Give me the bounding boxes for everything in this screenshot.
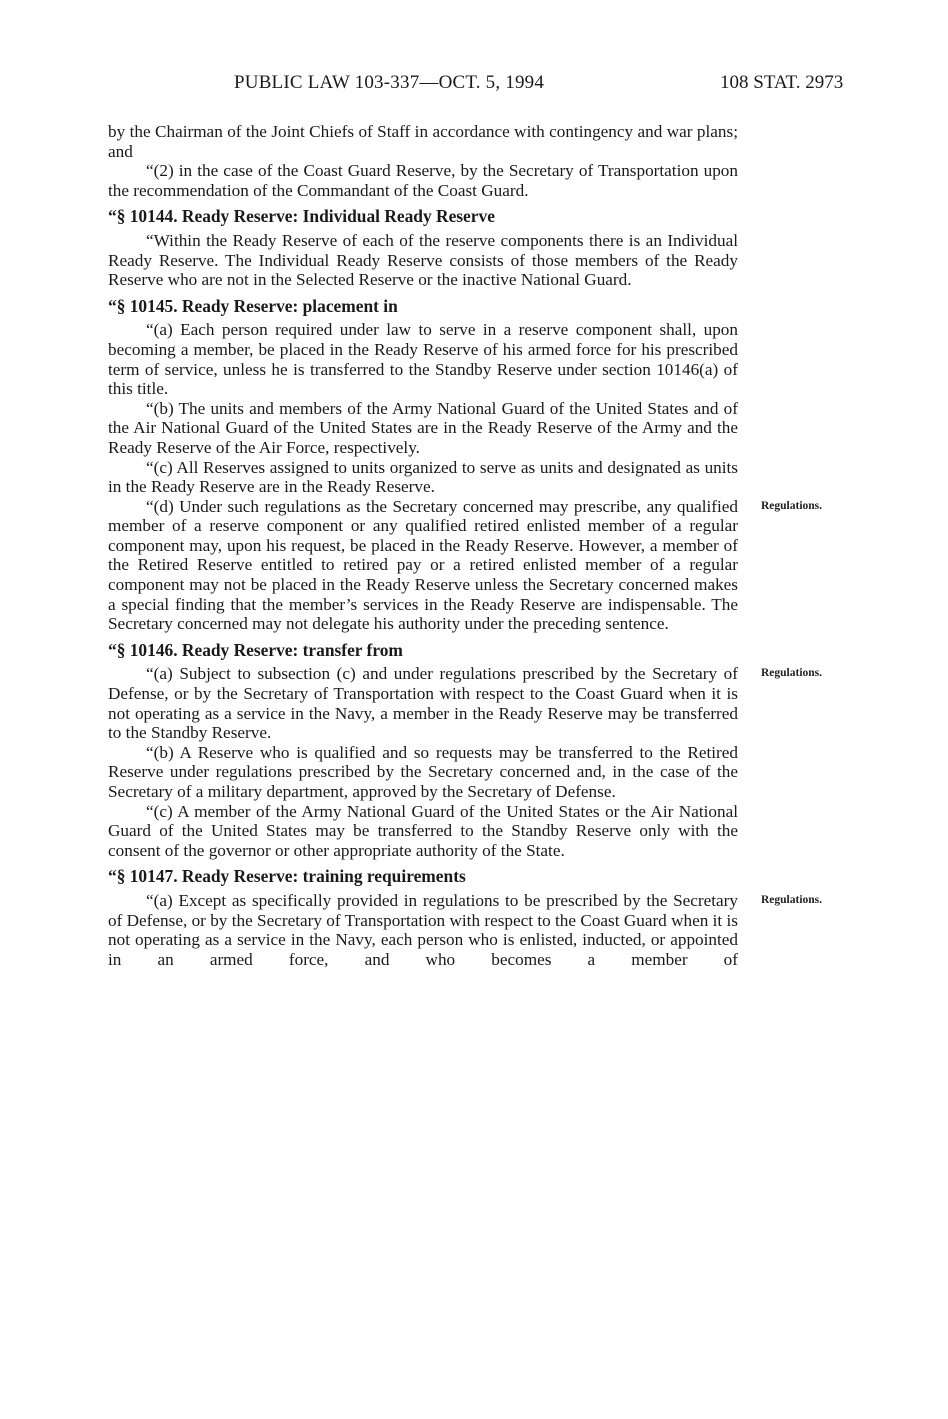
section-10147-heading: “§ 10147. Ready Reserve: training requirements (108, 866, 466, 887)
section-10146-a: “(a) Subject to subsection (c) and under regulations prescribed by the Secretary of Defense, or by the Secretary of Transportation with respect to the Coast Guard when it is not operating as a service in the Navy, a member in the Ready Reserve may be transferred to the Standby Reserve. (108, 664, 738, 743)
section-10145-c: “(c) All Reserves assigned to units organized to serve as units and designated as units in the Ready Reserve are in the Ready Reserve. (108, 457, 738, 497)
statute-body (108, 122, 738, 969)
paragraph-continuation: by the Chairman of the Joint Chiefs of Staff in accordance with contingency and war plans; and (108, 122, 738, 161)
margin-note-regulations: Regulations. (761, 893, 823, 906)
margin-note-regulations: Regulations. (761, 667, 823, 680)
section-10147-a: “(a) Except as specifically provided in regulations to be prescribed by the Secretary of Defense, or by the Secretary of Transportation with respect to the Coast Guard when it is not operating as a service in the Navy, each person who is enlisted, inducted, or appointed in an armed force, and who becomes a member of (108, 890, 738, 969)
paragraph-2: “(2) in the case of the Coast Guard Reserve, by the Secretary of Transportation upon the recommendation of the Commandant of the Coast Guard. (108, 161, 738, 200)
section-10144-heading: “§ 10144. Ready Reserve: Individual Ready Reserve (108, 206, 495, 227)
section-10146-c: “(c) A member of the Army National Guard of the United States or the Air National Guard of the United States may be transferred to the Standby Reserve only with the consent of the governor or other appropriate authority of the State. (108, 801, 738, 860)
section-10145-d: “(d) Under such regulations as the Secretary concerned may prescribe, any qualified member of a reserve component or any qualified retired enlisted member of a regular component may, upon his request, be placed in the Ready Reserve. However, a member of the Retired Reserve entitled to retired pay or a retired enlisted member of a regular component may not be placed in the Ready Reserve unless the Secretary concerned makes a special finding that the member’s services in the Ready Reserve are indispensable. The Secretary concerned may not delegate his authority under the preceding sentence. (108, 496, 738, 634)
section-10146-b: “(b) A Reserve who is qualified and so requests may be transferred to the Retired Reserve under regulations prescribed by the Secretary concerned and, in the case of the Secretary of a military department, approved by the Secretary of Defense. (108, 742, 738, 801)
statute-page-number: 108 STAT. 2973 (720, 72, 844, 93)
public-law-title: PUBLIC LAW 103-337—OCT. 5, 1994 (234, 72, 545, 93)
section-10146-heading: “§ 10146. Ready Reserve: transfer from (108, 639, 403, 660)
section-10145-b: “(b) The units and members of the Army National Guard of the United States and of the Air National Guard of the United States are in the Ready Reserve of the Army and the Ready Reserve of the Air Force, respectively. (108, 398, 738, 457)
section-10145-a: “(a) Each person required under law to serve in a reserve component shall, upon becoming a member, be placed in the Ready Reserve of his armed force for his prescribed term of service, unless he is transferred to the Standby Reserve under section 10146(a) of this title. (108, 320, 738, 399)
section-10144-text: “Within the Ready Reserve of each of the reserve components there is an Individual Ready Reserve. The Individual Ready Reserve consists of those members of the Ready Reserve who are not in the Selected Reserve or the inactive National Guard. (108, 230, 738, 290)
margin-note-regulations: Regulations. (761, 499, 823, 512)
section-10145-heading: “§ 10145. Ready Reserve: placement in (108, 295, 398, 316)
